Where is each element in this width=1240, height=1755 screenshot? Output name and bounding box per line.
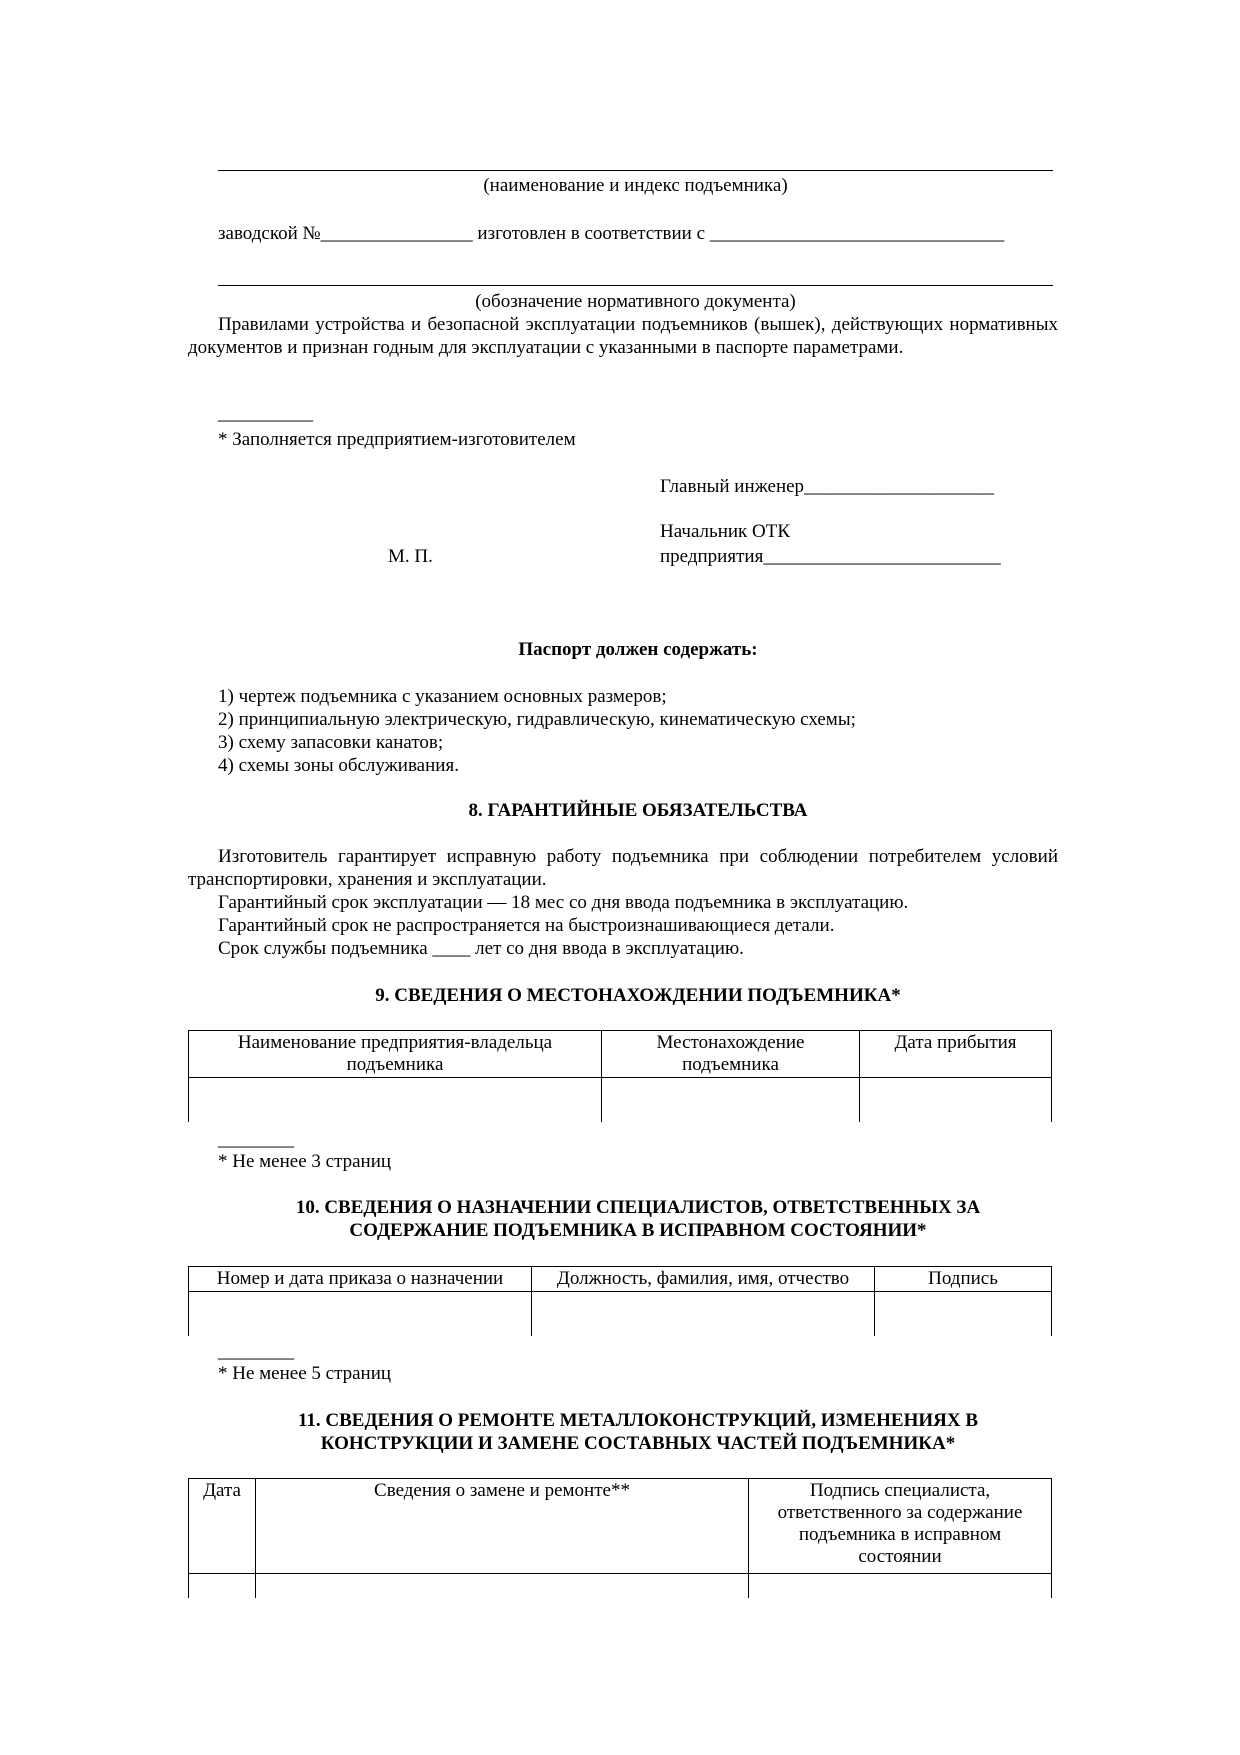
column-specialist-signature: Подпись специалиста, ответственного за содержание подъемника в исправном состоянии bbox=[749, 1479, 1052, 1574]
table-header-row bbox=[189, 1031, 1052, 1078]
column-arrival-date: Дата прибытия bbox=[860, 1031, 1052, 1078]
column-signature: Подпись bbox=[875, 1267, 1052, 1292]
column-date: Дата bbox=[189, 1479, 256, 1574]
section-11-heading-line-2: КОНСТРУКЦИИ И ЗАМЕНЕ СОСТАВНЫХ ЧАСТЕЙ ПОДЪЕМНИКА* bbox=[320, 1433, 956, 1454]
section-9-footnote: * Не менее 3 страниц bbox=[218, 1151, 392, 1172]
otk-head-label: Начальник ОТК bbox=[660, 521, 791, 542]
footnote-line: __________ bbox=[218, 403, 313, 424]
passport-item-2: 2) принципиальную электрическую, гидравлическую, кинематическую схемы; bbox=[218, 709, 856, 730]
passport-item-4: 4) схемы зоны обслуживания. bbox=[218, 755, 459, 776]
passport-item-1: 1) чертеж подъемника с указанием основных размеров; bbox=[218, 686, 667, 707]
table-cell[interactable] bbox=[860, 1078, 1052, 1122]
column-location: Местонахождение подъемника bbox=[602, 1031, 860, 1078]
section-8-p4: Срок службы подъемника ____ лет со дня ввода в эксплуатацию. bbox=[218, 938, 744, 959]
caption-name: (наименование и индекс подъемника) bbox=[483, 175, 788, 196]
passport-item-3: 3) схему запасовки канатов; bbox=[218, 732, 444, 753]
stamp-place: М. П. bbox=[388, 546, 433, 567]
table-header-row bbox=[189, 1479, 1052, 1574]
section-10-heading-line-2: СОДЕРЖАНИЕ ПОДЪЕМНИКА В ИСПРАВНОМ СОСТОЯНИИ* bbox=[349, 1220, 927, 1241]
name-underline bbox=[218, 170, 1053, 171]
section-10-footnote-line: ________ bbox=[218, 1341, 294, 1362]
table-row bbox=[189, 1292, 1052, 1336]
table-cell[interactable] bbox=[189, 1292, 532, 1336]
specialists-table bbox=[188, 1266, 1052, 1336]
table-cell[interactable] bbox=[189, 1574, 256, 1598]
footnote-manufacturer: * Заполняется предприятием-изготовителем bbox=[218, 429, 576, 450]
section-9-heading: 9. СВЕДЕНИЯ О МЕСТОНАХОЖДЕНИИ ПОДЪЕМНИКА* bbox=[375, 985, 901, 1006]
column-owner: Наименование предприятия-владельца подъемника bbox=[189, 1031, 602, 1078]
table-header-row bbox=[189, 1267, 1052, 1292]
section-8-p3: Гарантийный срок не распространяется на быстроизнашивающиеся детали. bbox=[218, 915, 835, 936]
repair-table bbox=[188, 1478, 1052, 1598]
otk-head-signature: предприятия_________________________ bbox=[660, 546, 1001, 567]
factory-number-line: заводской №________________ изготовлен в соответствии с _______________________________ bbox=[218, 223, 1005, 244]
section-10-footnote: * Не менее 5 страниц bbox=[218, 1363, 392, 1384]
table-cell[interactable] bbox=[256, 1574, 749, 1598]
table-cell[interactable] bbox=[875, 1292, 1052, 1336]
section-8-p2: Гарантийный срок эксплуатации — 18 мес со дня ввода подъемника в эксплуатацию. bbox=[218, 892, 909, 913]
table-cell[interactable] bbox=[189, 1078, 602, 1122]
table-row bbox=[189, 1078, 1052, 1122]
column-repair-info: Сведения о замене и ремонте** bbox=[256, 1479, 749, 1574]
norm-underline bbox=[218, 285, 1053, 286]
location-table bbox=[188, 1030, 1052, 1122]
section-8-heading: 8. ГАРАНТИЙНЫЕ ОБЯЗАТЕЛЬСТВА bbox=[468, 800, 808, 821]
section-8-p1: Изготовитель гарантирует исправную работу подъемника при соблюдении потребителем условий транспортировки, хранения и эксплуатации. bbox=[188, 846, 1058, 890]
column-order: Номер и дата приказа о назначении bbox=[189, 1267, 532, 1292]
passport-heading: Паспорт должен содержать: bbox=[518, 639, 758, 660]
caption-norm: (обозначение нормативного документа) bbox=[475, 291, 796, 312]
section-9-footnote-line: ________ bbox=[218, 1129, 294, 1150]
column-person: Должность, фамилия, имя, отчество bbox=[532, 1267, 875, 1292]
table-cell[interactable] bbox=[602, 1078, 860, 1122]
section-10-heading-line-1: 10. СВЕДЕНИЯ О НАЗНАЧЕНИИ СПЕЦИАЛИСТОВ, ОТВЕТСТВЕННЫХ ЗА bbox=[295, 1197, 981, 1218]
chief-engineer-signature: Главный инженер____________________ bbox=[660, 476, 995, 497]
section-11-heading-line-1: 11. СВЕДЕНИЯ О РЕМОНТЕ МЕТАЛЛОКОНСТРУКЦИЙ, ИЗМЕНЕНИЯХ В bbox=[297, 1410, 979, 1431]
table-cell[interactable] bbox=[532, 1292, 875, 1336]
table-cell[interactable] bbox=[749, 1574, 1052, 1598]
rules-paragraph: Правилами устройства и безопасной эксплуатации подъемников (вышек), действующих нормативных документов и признан годным для эксплуатации с указанными в паспорте параметрами. bbox=[188, 314, 1058, 358]
table-row bbox=[189, 1574, 1052, 1598]
